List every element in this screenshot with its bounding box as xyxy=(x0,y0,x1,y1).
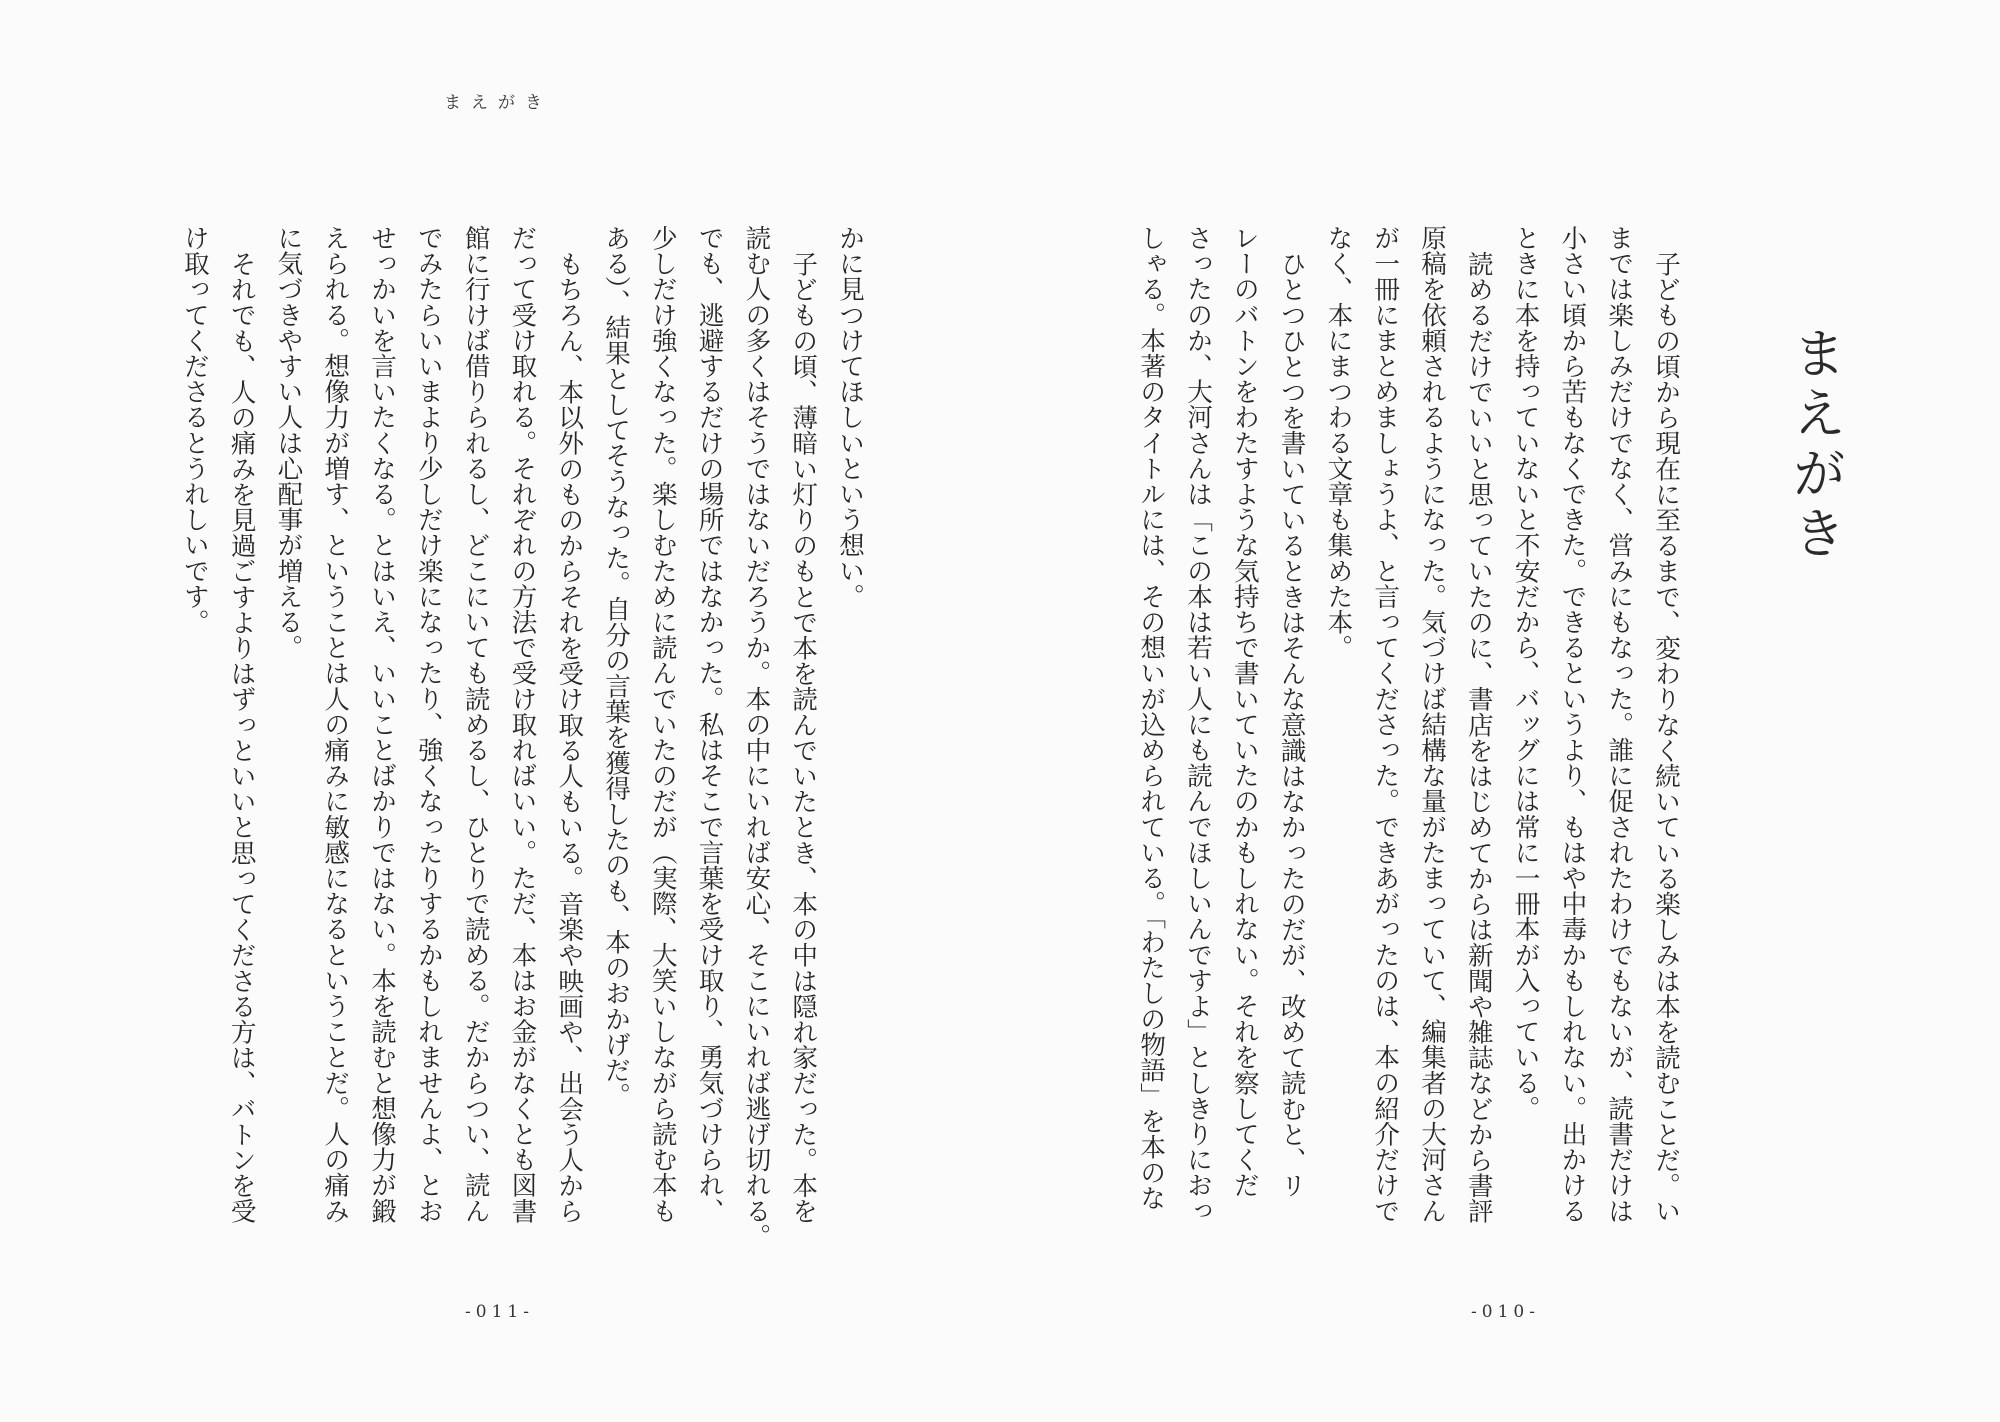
text-line: レーのバトンをわたすような気持ちで書いていたのかもしれない。それを察してくだ xyxy=(1229,225,1260,1198)
text-line: 子どもの頃、薄暗い灯りのもとで本を読んでいたとき、本の中は隠れ家だった。本を xyxy=(788,250,819,1224)
text-line: け取ってくださるとうれしいです。 xyxy=(179,225,210,635)
chapter-title: まえがき xyxy=(1784,325,1847,565)
body-text-left xyxy=(171,225,873,1265)
page-number-left: -011- xyxy=(465,1302,534,1322)
text-line: 子どもの頃から現在に至るまで、変わりなく続いている楽しみは本を読むことだ。い xyxy=(1651,250,1681,1224)
text-line: 読む人の多くはそうではないだろうか。本の中にいれば安心、そこにいれば逃げ切れる。 xyxy=(741,225,772,1249)
body-text-right xyxy=(1127,225,1689,1265)
text-line: それでも、人の痛みを見過ごすよりはずっといいと思ってくださる方は、バトンを受 xyxy=(226,250,257,1224)
text-line: ときに本を持っていないと不安だから、バッグには常に一冊本が入っている。 xyxy=(1510,225,1541,1121)
text-line: 小さい頃から苦もなくできた。できるというより、もはや中毒かもしれない。出かける xyxy=(1557,225,1588,1224)
text-line: かに見つけてほしいという想い。 xyxy=(835,225,865,609)
text-line: でみたらいいまより少しだけ楽になったり、強くなったりするかもしれませんよ、とお xyxy=(413,225,444,1224)
text-line: に気づきやすい人は心配事が増える。 xyxy=(273,225,304,661)
text-line: なく、本にまつわる文章も集めた本。 xyxy=(1323,225,1354,661)
running-header: まえがき xyxy=(444,93,552,113)
text-line: でも、逃避するだけの場所ではなかった。私はそこで言葉を受け取り、勇気づけられ、 xyxy=(694,225,725,1224)
text-line: しゃる。本著のタイトルには、その想いが込められている。「わたしの物語」を本のな xyxy=(1136,225,1167,1211)
text-line: もちろん、本以外のものからそれを受け取る人もいる。音楽や映画や、出会う人から xyxy=(554,250,585,1224)
text-line: 原稿を依頼されるようになった。気づけば結構な量がたまっていて、編集者の大河さん xyxy=(1417,225,1448,1224)
text-line: ある）、結果としてそうなった。自分の言葉を獲得したのも、本のおかげだ。 xyxy=(601,225,632,1109)
page-number-right: -010- xyxy=(1471,1302,1540,1322)
text-line: だって受け取れる。それぞれの方法で受け取ればいい。ただ、本はお金がなくとも図書 xyxy=(507,225,538,1224)
text-line: せっかいを言いたくなる。とはいえ、いいことばかりではない。本を読むと想像力が鍛 xyxy=(367,225,398,1224)
text-line: 読めるだけでいいと思っていたのに、書店をはじめてからは新聞や雑誌などから書評 xyxy=(1463,250,1494,1224)
text-line: が一冊にまとめましょうよ、と言ってくださった。できあがったのは、本の紹介だけで xyxy=(1370,225,1401,1224)
right-page xyxy=(1000,0,2000,1422)
text-line: 館に行けば借りられるし、どこにいても読めるし、ひとりで読める。だからつい、読ん xyxy=(460,225,491,1224)
text-line: 少しだけ強くなった。楽しむために読んでいたのだが（実際、大笑いしながら読む本も xyxy=(647,225,678,1224)
text-line: ひとつひとつを書いているときはそんな意識はなかったのだが、改めて読むと、リ xyxy=(1276,250,1307,1198)
text-line: までは楽しみだけでなく、営みにもなった。誰に促されたわけでもないが、読書だけは xyxy=(1604,225,1635,1224)
text-line: さったのか、大河さんは「この本は若い人にも読んでほしいんですよ」としきりにおっ xyxy=(1183,225,1214,1224)
text-line: えられる。想像力が増す、ということは人の痛みに敏感になるということだ。人の痛み xyxy=(320,225,351,1224)
